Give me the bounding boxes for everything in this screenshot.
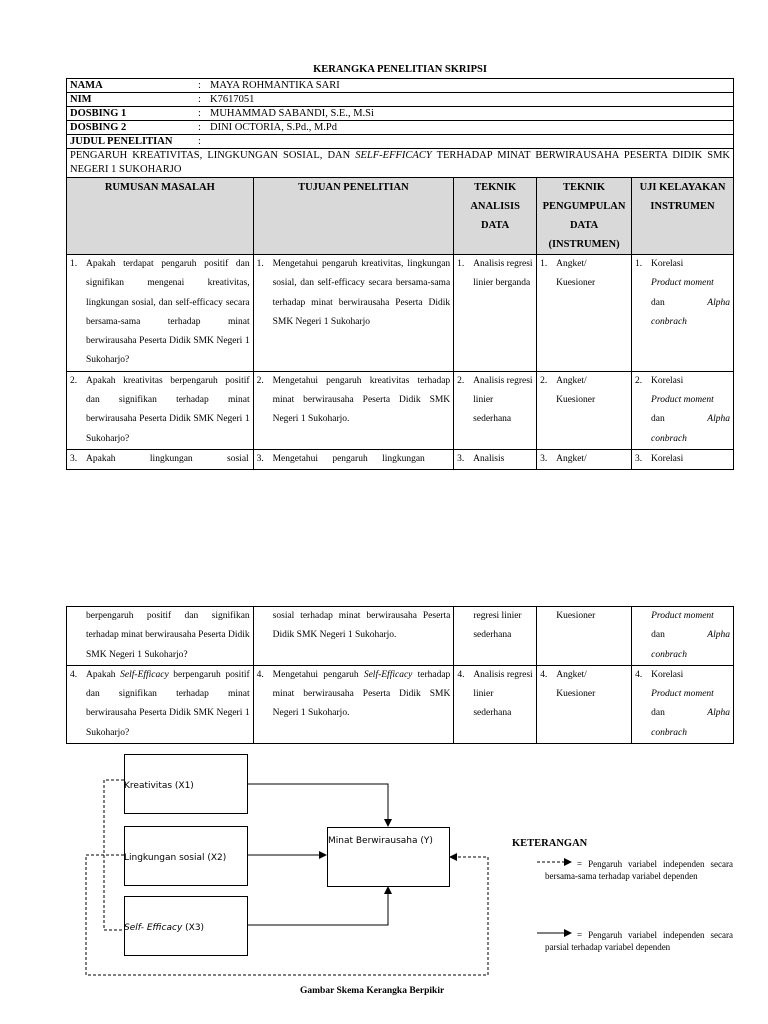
rumusan-cell: berpengaruh positif dan signifikan terhadap minat berwirausaha Peserta Didik SMK Negeri 1 Sukoharjo?	[86, 611, 250, 660]
row-number: 3.	[256, 453, 264, 464]
label-self-efficacy-code: (X3)	[182, 923, 205, 933]
document-title: KERANGKA PENELITIAN SKRIPSI	[313, 64, 487, 75]
label-minat-berwirausaha: Minat Berwirausaha (Y)	[328, 836, 433, 846]
nama-value: MAYA ROHMANTIKA SARI	[210, 80, 340, 91]
pengumpulan-cell: Angket/ Kuesioner	[556, 259, 596, 289]
box-minat-berwirausaha	[327, 827, 450, 887]
row-number: 2.	[70, 375, 78, 386]
row-number: 3.	[70, 453, 78, 464]
judul-text-post: TERHADAP MINAT BERWIRAUSAHA PESERTA DIDIK SMK NEGERI 1 SUKOHARJO	[70, 150, 730, 175]
header-teknik-analisis: TEKNIK ANALISIS DATA	[454, 178, 537, 255]
analisis-cell: Analisis regresi linier sederhana	[473, 669, 533, 719]
row-number: 4.	[70, 669, 78, 680]
colon: :	[198, 122, 201, 133]
row-number: 2.	[256, 375, 264, 386]
uji-alpha: Alpha	[707, 414, 730, 425]
keterangan-dashed-text: = Pengaruh variabel independen secara bersama-sama terhadap variabel dependen	[545, 859, 733, 881]
row-number: 1.	[70, 259, 78, 269]
row-number: 1.	[540, 259, 548, 269]
judul-label: JUDUL PENELITIAN	[70, 136, 173, 147]
pengumpulan-cell: Angket/ Kuesioner	[556, 375, 596, 406]
uji-alpha: Alpha	[707, 630, 730, 641]
tujuan-italic: Self-Efficacy	[363, 669, 413, 680]
row-number: 3.	[635, 453, 643, 464]
colon: :	[198, 94, 201, 105]
judul-text: PENGARUH KREATIVITAS, LINGKUNGAN SOSIAL, DAN	[70, 150, 356, 161]
dosbing2-label: DOSBING 2	[70, 122, 127, 133]
rumusan-text: Apakah lingkungan sosial	[86, 453, 249, 464]
keterangan-solid-text: = Pengaruh variabel independen secara parsial terhadap variabel dependen	[545, 930, 733, 952]
analisis-cell: Analisis regresi linier sederhana	[473, 375, 533, 425]
tujuan-text: Mengetahui pengaruh	[272, 669, 364, 680]
uji-line-1: Korelasi	[651, 259, 684, 269]
judul-italic: SELF-EFFICACY	[355, 150, 432, 161]
row-number: 1.	[256, 259, 264, 269]
colon: :	[198, 108, 201, 119]
row-number: 4.	[540, 669, 548, 680]
tujuan-text-post: terhadap minat berwirausaha Peserta Didik SMK Negeri 1 Sukoharjo.	[272, 669, 451, 719]
figure-caption: Gambar Skema Kerangka Berpikir	[300, 986, 445, 996]
nim-value: K7617051	[210, 94, 255, 105]
arrow-x3-to-y	[246, 887, 388, 925]
keterangan-dashed	[545, 858, 733, 882]
pengumpulan-cell: Kuesioner	[556, 611, 596, 621]
header-rumusan: RUMUSAN MASALAH	[67, 178, 254, 255]
analisis-cell: regresi linier sederhana	[473, 611, 522, 641]
rumusan-cell: Apakah kreativitas berpengaruh positif dan signifikan terhadap minat berwirausaha Peserta Didik SMK Negeri 1 Sukoharjo?	[86, 375, 250, 444]
arrow-x1-to-y	[246, 784, 388, 826]
colon: :	[198, 136, 201, 147]
uji-cell: Korelasi	[651, 453, 684, 464]
rumusan-text-post: berpengaruh positif dan signifikan terhadap minat berwirausaha Peserta Didik SMK Negeri 1 Sukoharjo?	[86, 669, 250, 738]
box-self-efficacy	[124, 896, 248, 956]
row-number: 1.	[457, 259, 465, 269]
row-number: 1.	[635, 259, 643, 269]
rumusan-italic: Self-Efficacy	[120, 669, 169, 680]
box-kreativitas	[124, 754, 248, 814]
uji-line-4: conbrach	[651, 649, 687, 660]
dosbing2-value: DINI OCTORIA, S.Pd., M.Pd	[210, 122, 337, 133]
uji-line-2: Product moment	[651, 278, 714, 289]
uji-dan: dan	[651, 414, 665, 425]
nim-label: NIM	[70, 94, 92, 105]
uji-line-4: conbrach	[651, 727, 687, 738]
uji-dan: dan	[651, 708, 665, 719]
header-teknik-pengumpulan: TEKNIK PENGUMPULAN DATA (INSTRUMEN)	[537, 178, 632, 255]
uji-line-2: Product moment	[651, 611, 714, 621]
row-number: 4.	[457, 669, 465, 680]
keterangan-title: KETERANGAN	[512, 838, 588, 849]
tujuan-cell: sosial terhadap minat berwirausaha Peserta Didik SMK Negeri 1 Sukoharjo.	[272, 611, 451, 641]
tujuan-cell: Mengetahui pengaruh kreativitas, lingkungan sosial, dan self-efficacy secara bersama-sama terhadap minat berwirausaha Peserta Didik SMK Negeri 1 Sukoharjo	[272, 259, 451, 327]
pengumpulan-cell: Angket/	[556, 453, 587, 464]
row-number: 4.	[256, 669, 264, 680]
row-number: 3.	[457, 453, 465, 464]
label-kreativitas: Kreativitas (X1)	[124, 781, 194, 791]
label-self-efficacy	[124, 923, 204, 933]
header-tujuan: TUJUAN PENELITIAN	[253, 178, 454, 255]
box-lingkungan-sosial	[124, 826, 248, 886]
pengumpulan-cell: Angket/ Kuesioner	[556, 669, 596, 700]
uji-line-4: conbrach	[651, 316, 687, 327]
row-number: 4.	[635, 669, 643, 680]
uji-line-1: Korelasi	[651, 375, 684, 386]
analisis-cell: Analisis	[473, 453, 505, 464]
tujuan-text: Mengetahui pengaruh lingkungan	[272, 453, 425, 464]
label-self-efficacy-italic: Self- Efficacy	[124, 923, 183, 933]
uji-dan: dan	[651, 630, 665, 641]
keterangan-solid	[545, 929, 733, 953]
nama-label: NAMA	[70, 80, 103, 91]
row-number: 3.	[540, 453, 548, 464]
uji-line-2: Product moment	[651, 689, 714, 700]
row-number: 2.	[540, 375, 548, 386]
uji-line-4: conbrach	[651, 433, 687, 444]
header-uji: UJI KELAYAKAN INSTRUMEN	[632, 178, 734, 255]
uji-line-2: Product moment	[651, 395, 714, 406]
dosbing1-value: MUHAMMAD SABANDI, S.E., M.Si	[210, 108, 374, 119]
tujuan-cell: Mengetahui pengaruh kreativitas terhadap minat berwirausaha Peserta Didik SMK Negeri 1 Sukoharjo.	[272, 375, 451, 425]
rumusan-cell: Apakah terdapat pengaruh positif dan signifikan mengenai kreativitas, lingkungan sosial, dan self-efficacy secara bersama-sama terhadap minat berwirausaha Peserta Didik SMK Negeri 1 Sukoharjo?	[86, 259, 250, 366]
uji-alpha: Alpha	[707, 708, 730, 719]
label-lingkungan-sosial: Lingkungan sosial (X2)	[124, 853, 227, 863]
row-number: 2.	[457, 375, 465, 386]
dosbing1-label: DOSBING 1	[70, 108, 127, 119]
uji-dan: dan	[651, 297, 665, 308]
row-number: 2.	[635, 375, 643, 386]
colon: :	[198, 80, 201, 91]
uji-alpha: Alpha	[707, 297, 730, 308]
uji-line-1: Korelasi	[651, 669, 684, 680]
rumusan-text: Apakah	[86, 669, 121, 680]
analisis-cell: Analisis regresi linier berganda	[473, 259, 533, 289]
